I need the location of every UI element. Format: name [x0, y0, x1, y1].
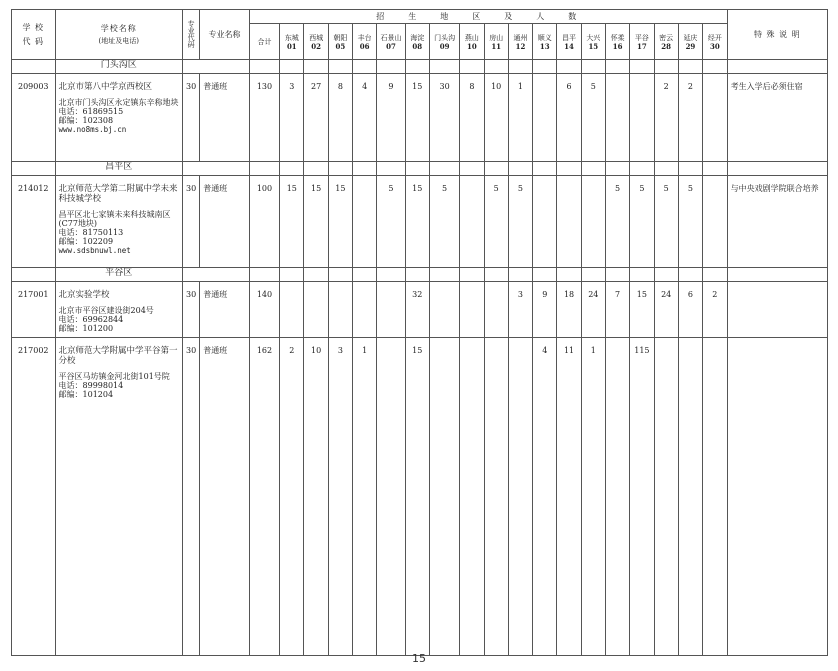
- district-cell: [678, 268, 702, 282]
- school-phone: 电话：81750113: [58, 228, 124, 237]
- region-count-28: 5: [654, 176, 678, 268]
- school-code: 214012: [12, 176, 56, 268]
- region-count-29: 6: [678, 282, 702, 338]
- region-count-16: 5: [605, 176, 629, 268]
- district-name: 平谷区: [55, 268, 183, 282]
- district-cell: [508, 268, 532, 282]
- region-count-09: 30: [429, 74, 459, 162]
- major-name: 普通班: [200, 74, 250, 162]
- table-row: [12, 74, 828, 162]
- school-info: [55, 338, 183, 656]
- header-region-02: [304, 24, 328, 60]
- district-cell: [460, 268, 484, 282]
- header-region-14: [557, 24, 581, 60]
- school-info: [55, 282, 183, 338]
- header-region-10: [460, 24, 484, 60]
- region-count-13: 4: [533, 338, 557, 656]
- district-spacer: [12, 60, 56, 74]
- header-school-name-sub: (地址及电话): [98, 36, 139, 45]
- region-count-30: 2: [703, 282, 728, 338]
- region-count-11: [484, 282, 508, 338]
- region-count-07: [377, 338, 405, 656]
- major-name: 普通班: [200, 176, 250, 268]
- district-name: 门头沟区: [55, 60, 183, 74]
- region-count-30: [703, 176, 728, 268]
- school-address: 北京市平谷区建设街204号: [58, 306, 154, 315]
- region-count-10: [460, 282, 484, 338]
- district-cell: [249, 268, 279, 282]
- header-region-name: 密云: [659, 33, 674, 42]
- header-region-05: [328, 24, 352, 60]
- header-region-code: 12: [515, 41, 526, 51]
- header-region-name: 延庆: [683, 33, 698, 42]
- region-count-11: [484, 338, 508, 656]
- region-count-06: [353, 282, 377, 338]
- district-row: [12, 268, 828, 282]
- header-region-name: 门头沟: [434, 33, 456, 42]
- major-code: 30: [183, 338, 200, 656]
- region-count-10: [460, 338, 484, 656]
- district-cell: [405, 268, 429, 282]
- header-major-name: 专业名称: [200, 10, 250, 60]
- district-spacer: [12, 162, 56, 176]
- district-spacer: [12, 268, 56, 282]
- region-count-28: [654, 338, 678, 656]
- district-cell: [460, 60, 484, 74]
- header-region-30: [703, 24, 728, 60]
- region-count-14: [557, 176, 581, 268]
- header-region-name: 大兴: [586, 33, 601, 42]
- region-count-15: 1: [581, 338, 605, 656]
- district-cell: [280, 162, 304, 176]
- region-count-14: 6: [557, 74, 581, 162]
- header-region-title: 招生地区及人数: [249, 10, 727, 24]
- header-region-code: 15: [588, 41, 599, 51]
- region-count-05: 8: [328, 74, 352, 162]
- region-count-02: 15: [304, 176, 328, 268]
- region-count-12: 3: [508, 282, 532, 338]
- special-note: [727, 338, 827, 656]
- header-region-name: 西城: [309, 33, 324, 42]
- school-postcode: 邮编：102308: [58, 116, 114, 125]
- header-region-code: 30: [709, 41, 720, 51]
- district-cell: [249, 162, 279, 176]
- district-cell: [429, 60, 459, 74]
- header-region-29: [678, 24, 702, 60]
- district-cell: [249, 60, 279, 74]
- region-count-11: 5: [484, 176, 508, 268]
- region-count-01: 2: [280, 338, 304, 656]
- major-name: 普通班: [200, 282, 250, 338]
- region-count-06: 4: [353, 74, 377, 162]
- header-school-code: 学 校 代 码: [12, 10, 56, 60]
- header-region-name: 昌平: [562, 33, 577, 42]
- header-region-code: 07: [386, 41, 396, 51]
- region-count-02: 10: [304, 338, 328, 656]
- district-cell: [429, 162, 459, 176]
- district-cell: [630, 162, 654, 176]
- district-note-cell: [727, 60, 827, 74]
- header-note: 特 殊 说 明: [727, 10, 827, 60]
- header-region-name: 朝阳: [333, 33, 348, 42]
- major-code: 30: [183, 282, 200, 338]
- district-cell: [353, 60, 377, 74]
- header-region-09: [429, 24, 459, 60]
- district-cell: [654, 162, 678, 176]
- table-row: [12, 338, 828, 656]
- header-region-28: [654, 24, 678, 60]
- school-website: www.sdsbnuwl.net: [58, 246, 131, 255]
- total-count: 140: [249, 282, 279, 338]
- school-info: [55, 176, 183, 268]
- district-cell: [678, 60, 702, 74]
- region-count-14: 11: [557, 338, 581, 656]
- header-region-code: 05: [335, 41, 346, 51]
- header-region-code: 06: [359, 41, 370, 51]
- header-region-name: 石景山: [380, 33, 402, 42]
- district-cell: [605, 60, 629, 74]
- region-count-12: [508, 338, 532, 656]
- header-major-code: 专 业 代 码: [183, 10, 200, 60]
- page-number: 15: [412, 652, 426, 665]
- major-code: 30: [183, 74, 200, 162]
- district-cell: [533, 60, 557, 74]
- district-cell: [328, 60, 352, 74]
- header-region-15: [581, 24, 605, 60]
- region-count-29: 2: [678, 74, 702, 162]
- district-cell: [429, 268, 459, 282]
- region-count-15: [581, 176, 605, 268]
- region-count-07: 9: [377, 74, 405, 162]
- region-count-05: [328, 282, 352, 338]
- table-row: [12, 282, 828, 338]
- header-school-name: [55, 10, 183, 60]
- enrollment-table: [11, 9, 828, 656]
- district-cell: [460, 162, 484, 176]
- district-cell: [581, 162, 605, 176]
- region-count-01: 3: [280, 74, 304, 162]
- school-address: 北京市门头沟区永定镇东辛称地块: [58, 98, 179, 107]
- region-count-14: 18: [557, 282, 581, 338]
- header-region-name: 平谷: [634, 33, 649, 42]
- school-postcode: 邮编：102209: [58, 237, 114, 246]
- special-note: 考生入学后必须住宿: [727, 74, 827, 162]
- header-region-code: 29: [685, 41, 696, 51]
- major-name: 普通班: [200, 338, 250, 656]
- district-cell: [304, 162, 328, 176]
- table-body: [12, 60, 828, 656]
- school-phone: 电话：89998014: [58, 381, 124, 390]
- region-count-01: 15: [280, 176, 304, 268]
- region-count-02: 27: [304, 74, 328, 162]
- major-code: 30: [183, 176, 200, 268]
- district-cell: [484, 162, 508, 176]
- region-count-08: 32: [405, 282, 429, 338]
- header-region-17: [630, 24, 654, 60]
- school-name: 北京实验学校: [58, 290, 110, 300]
- header-region-name: 怀柔: [610, 33, 625, 42]
- district-cell: [304, 268, 328, 282]
- region-count-29: 5: [678, 176, 702, 268]
- header-region-11: [484, 24, 508, 60]
- region-count-09: [429, 282, 459, 338]
- region-count-09: [429, 338, 459, 656]
- district-cell: [484, 60, 508, 74]
- district-cell: [581, 268, 605, 282]
- special-note: [727, 282, 827, 338]
- header-region-name: 东城: [284, 33, 299, 42]
- header-region-code: 28: [661, 41, 672, 51]
- school-website: www.no8ms.bj.cn: [58, 125, 127, 134]
- district-cell: [280, 268, 304, 282]
- region-count-13: 9: [533, 282, 557, 338]
- district-note-cell: [727, 268, 827, 282]
- total-count: 100: [249, 176, 279, 268]
- district-cell: [405, 60, 429, 74]
- school-name: 北京师范大学附属中学平谷第一分校: [58, 346, 178, 366]
- district-cell: [557, 162, 581, 176]
- school-code: 217002: [12, 338, 56, 656]
- district-cell: [605, 162, 629, 176]
- district-cell: [353, 162, 377, 176]
- header-region-12: [508, 24, 532, 60]
- district-row: [12, 60, 828, 74]
- district-note-cell: [727, 162, 827, 176]
- region-count-07: 5: [377, 176, 405, 268]
- district-cell: [533, 162, 557, 176]
- special-note: 与中央戏剧学院联合培养: [727, 176, 827, 268]
- school-name: 北京师范大学第二附属中学未来科技城学校: [58, 184, 178, 204]
- region-count-01: [280, 282, 304, 338]
- region-count-02: [304, 282, 328, 338]
- region-count-08: 15: [405, 176, 429, 268]
- region-count-10: 8: [460, 74, 484, 162]
- school-phone: 电话：69962844: [58, 315, 124, 324]
- header-region-code: 09: [439, 41, 450, 51]
- region-count-28: 2: [654, 74, 678, 162]
- total-count: 130: [249, 74, 279, 162]
- region-count-08: 15: [405, 338, 429, 656]
- region-count-16: [605, 74, 629, 162]
- region-count-16: [605, 338, 629, 656]
- district-cell: [654, 60, 678, 74]
- header-region-code: 01: [286, 41, 297, 51]
- region-count-17: 115: [630, 338, 654, 656]
- region-count-05: 3: [328, 338, 352, 656]
- header-region-name: 燕山: [464, 33, 479, 42]
- header-region-name: 通州: [513, 33, 528, 42]
- header-region-code: 17: [637, 41, 647, 51]
- region-count-16: 7: [605, 282, 629, 338]
- header-region-code: 10: [467, 41, 477, 51]
- header-region-name: 丰台: [357, 33, 372, 42]
- header-region-code: 08: [412, 41, 423, 51]
- header-region-13: [533, 24, 557, 60]
- district-cell: [304, 60, 328, 74]
- header-region-code: 13: [539, 41, 550, 51]
- region-count-06: 1: [353, 338, 377, 656]
- header-region-code: 11: [491, 41, 502, 51]
- region-count-13: [533, 74, 557, 162]
- district-cell: [703, 268, 728, 282]
- region-count-29: [678, 338, 702, 656]
- region-count-17: 15: [630, 282, 654, 338]
- region-count-11: 10: [484, 74, 508, 162]
- region-count-06: [353, 176, 377, 268]
- table-row: [12, 176, 828, 268]
- region-count-07: [377, 282, 405, 338]
- header-region-08: [405, 24, 429, 60]
- school-code: 217001: [12, 282, 56, 338]
- district-fill: [183, 162, 250, 176]
- district-cell: [557, 60, 581, 74]
- header-region-name: 顺义: [537, 33, 552, 42]
- district-cell: [581, 60, 605, 74]
- header-region-code: 14: [564, 41, 574, 51]
- district-cell: [557, 268, 581, 282]
- header-region-name: 房山: [489, 33, 504, 42]
- district-cell: [377, 162, 405, 176]
- header-region-code: 02: [311, 41, 321, 51]
- district-cell: [630, 268, 654, 282]
- school-code: 209003: [12, 74, 56, 162]
- district-cell: [703, 162, 728, 176]
- district-cell: [678, 162, 702, 176]
- header-region-01: [280, 24, 304, 60]
- school-name: 北京市第八中学京西校区: [58, 82, 153, 92]
- region-count-10: [460, 176, 484, 268]
- school-postcode: 邮编：101200: [58, 324, 114, 333]
- school-phone: 电话：61869515: [58, 107, 124, 116]
- district-cell: [533, 268, 557, 282]
- district-cell: [484, 268, 508, 282]
- district-cell: [328, 162, 352, 176]
- region-count-30: [703, 338, 728, 656]
- school-address: 平谷区马坊镇金河北街101号院: [58, 372, 170, 381]
- district-cell: [280, 60, 304, 74]
- total-count: 162: [249, 338, 279, 656]
- school-postcode: 邮编：101204: [58, 390, 114, 399]
- district-cell: [508, 162, 532, 176]
- header-region-16: [605, 24, 629, 60]
- region-count-13: [533, 176, 557, 268]
- region-count-08: 15: [405, 74, 429, 162]
- district-cell: [377, 60, 405, 74]
- school-address: 昌平区北七家镇未来科技城南区(C77地块): [58, 210, 171, 228]
- header-total: 合计: [249, 24, 279, 60]
- district-fill: [183, 268, 250, 282]
- header-region-name: 海淀: [410, 33, 425, 42]
- region-count-15: 5: [581, 74, 605, 162]
- header-region-06: [353, 24, 377, 60]
- header-school-name-label: 学校名称: [100, 23, 137, 33]
- header-region-name: 经开: [707, 33, 722, 42]
- region-count-12: 1: [508, 74, 532, 162]
- district-cell: [405, 162, 429, 176]
- district-cell: [353, 268, 377, 282]
- school-info: [55, 74, 183, 162]
- region-count-05: 15: [328, 176, 352, 268]
- region-count-09: 5: [429, 176, 459, 268]
- region-count-15: 24: [581, 282, 605, 338]
- region-count-17: 5: [630, 176, 654, 268]
- district-cell: [630, 60, 654, 74]
- district-cell: [377, 268, 405, 282]
- header-region-07: [377, 24, 405, 60]
- region-count-12: 5: [508, 176, 532, 268]
- district-cell: [605, 268, 629, 282]
- district-cell: [654, 268, 678, 282]
- region-count-17: [630, 74, 654, 162]
- region-count-28: 24: [654, 282, 678, 338]
- district-cell: [328, 268, 352, 282]
- district-cell: [508, 60, 532, 74]
- district-fill: [183, 60, 250, 74]
- district-name: 昌平区: [55, 162, 183, 176]
- header-region-code: 16: [612, 41, 623, 51]
- region-count-30: [703, 74, 728, 162]
- district-row: [12, 162, 828, 176]
- district-cell: [703, 60, 728, 74]
